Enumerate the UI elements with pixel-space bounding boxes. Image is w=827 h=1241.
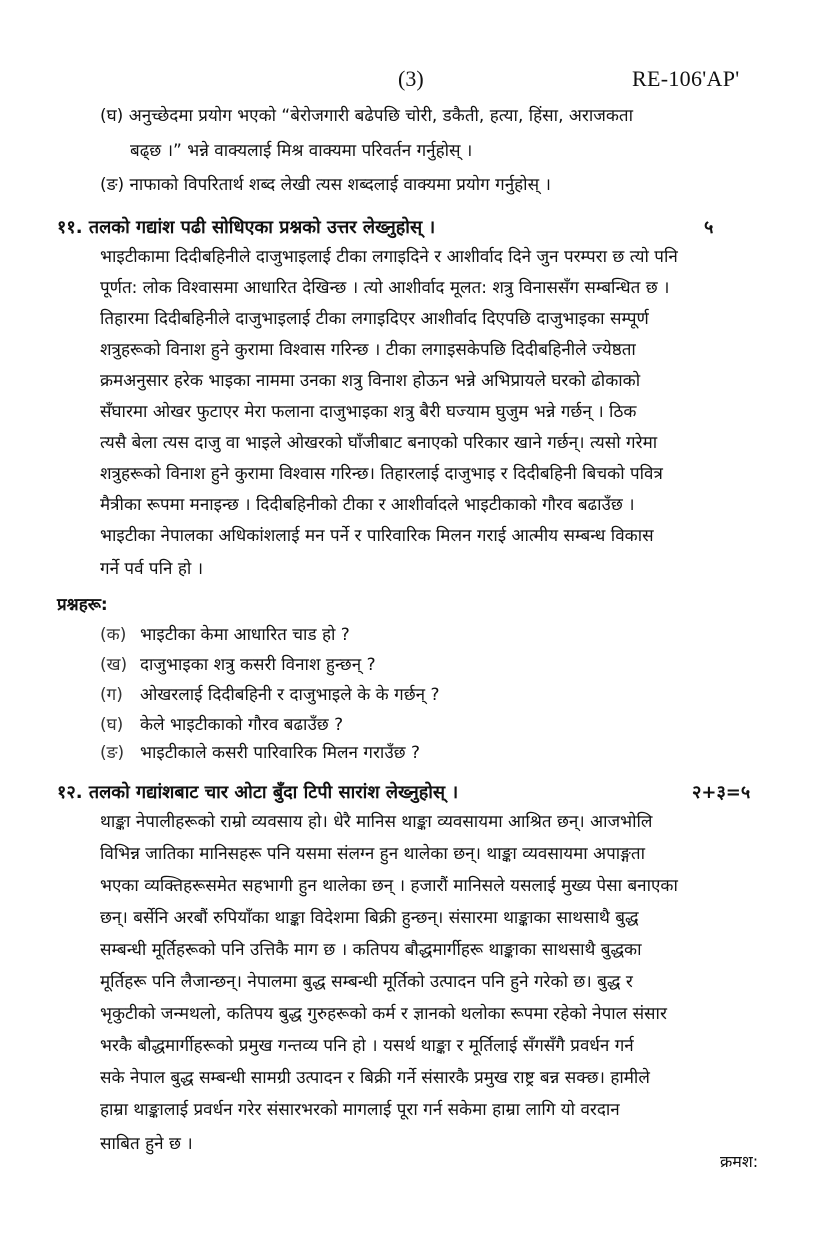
q12-passage-line: भएका व्यक्तिहरूसमेत सहभागी हुन थालेका छन् । हजारौं मानिसले यसलाई मुख्य पेसा बनाएका bbox=[100, 876, 678, 896]
q10-sub-gha-cont: बढ्छ ।” भन्ने वाक्यलाई मिश्र वाक्यमा परिवर्तन गर्नुहोस् । bbox=[130, 141, 473, 161]
q12-passage-line: भरकै बौद्धमार्गीहरूको प्रमुख गन्तव्य पनि हो । यसर्थ थाङ्का र मूर्तिलाई सँगसँगै प्रवर्धन गर्न bbox=[100, 1036, 634, 1056]
question-text: केले भाइटीकाको गौरव बढाउँछ ? bbox=[140, 715, 344, 735]
question-label: (घ) bbox=[100, 715, 124, 735]
q11-passage-line: गर्ने पर्व पनि हो । bbox=[100, 559, 204, 579]
q11-marks: ५ bbox=[704, 217, 714, 238]
q11-heading: ११. तलको गद्यांश पढी सोधिएका प्रश्नको उत्तर लेख्नुहोस् । bbox=[57, 217, 436, 238]
questions-label: प्रश्नहरू: bbox=[57, 595, 108, 615]
q11-passage-line: क्रमअनुसार हरेक भाइका नाममा उनका शत्रु विनाश होऊन भन्ने अभिप्रायले घरको ढोकाको bbox=[100, 371, 641, 391]
q10-sub-gha: (घ) अनुच्छेदमा प्रयोग भएको “बेरोजगारी बढेपछि चोरी, डकैती, हत्या, हिंसा, अराजकता bbox=[100, 106, 633, 126]
question-item bbox=[100, 740, 420, 763]
q12-passage-line: थाङ्का नेपालीहरूको राम्रो व्यवसाय हो। धेरै मानिस थाङ्का व्यवसायमा आश्रित छन्। आजभोलि bbox=[100, 812, 653, 832]
q10-sub-nga: (ङ) नाफाको विपरितार्थ शब्द लेखी त्यस शब्दलाई वाक्यमा प्रयोग गर्नुहोस् । bbox=[100, 175, 551, 195]
q11-passage-line: सँघारमा ओखर फुटाएर मेरा फलाना दाजुभाइका शत्रु बैरी घज्याम घुजुम भन्ने गर्छन् । ठिक bbox=[100, 402, 637, 422]
q11-passage-line: तिहारमा दिदीबहिनीले दाजुभाइलाई टीका लगाइदिएर आशीर्वाद दिएपछि दाजुभाइका सम्पूर्ण bbox=[100, 309, 649, 329]
question-text: ओखरलाई दिदीबहिनी र दाजुभाइले के के गर्छन् ? bbox=[140, 685, 440, 705]
page-number: (3) bbox=[398, 66, 424, 91]
q12-passage-line: हाम्रा थाङ्कालाई प्रवर्धन गरेर संसारभरको मागलाई पूरा गर्न सकेमा हाम्रा लागि यो वरदान bbox=[100, 1100, 620, 1120]
q12-passage-line: छन्। बर्सेनि अरबौं रुपियाँका थाङ्का विदेशमा बिक्री हुन्छन्। संसारमा थाङ्काका साथसाथै बुद्ध bbox=[100, 908, 639, 928]
question-item bbox=[100, 652, 376, 675]
q11-passage-line: मैत्रीका रूपमा मनाइन्छ । दिदीबहिनीको टीका र आशीर्वादले भाइटीकाको गौरव बढाउँछ । bbox=[100, 495, 635, 515]
question-text: दाजुभाइका शत्रु कसरी विनाश हुन्छन् ? bbox=[140, 655, 376, 675]
question-text: भाइटीकाले कसरी पारिवारिक मिलन गराउँछ ? bbox=[140, 743, 420, 763]
q12-passage-line: सके नेपाल बुद्ध सम्बन्धी सामग्री उत्पादन र बिक्री गर्ने संसारकै प्रमुख राष्ट्र बन्न सक्छ। हामीले bbox=[100, 1068, 650, 1088]
q12-passage-line: साबित हुने छ । bbox=[100, 1134, 193, 1154]
question-item bbox=[100, 712, 343, 735]
question-label: (ख) bbox=[100, 655, 128, 675]
q12-marks: २+३=५ bbox=[692, 782, 751, 803]
q11-passage-line: शत्रुहरूको विनाश हुने कुरामा विश्वास गरिन्छ । टीका लगाइसकेपछि दिदीबहिनीले ज्येष्ठता bbox=[100, 340, 636, 360]
q12-passage-line: सम्बन्धी मूर्तिहरूको पनि उत्तिकै माग छ । कतिपय बौद्धमार्गीहरू थाङ्काका साथसाथै बुद्धका bbox=[100, 940, 642, 960]
question-label: (ग) bbox=[100, 685, 123, 705]
question-item bbox=[100, 682, 439, 705]
q12-passage-line: विभिन्न जातिका मानिसहरू पनि यसमा संलग्न हुन थालेका छन्। थाङ्का व्यवसायमा अपाङ्गता bbox=[100, 844, 645, 864]
continued-label: क्रमश: bbox=[720, 1152, 759, 1171]
q12-passage-line: भृकुटीको जन्मथलो, कतिपय बुद्ध गुरुहरूको कर्म र ज्ञानको थलोका रूपमा रहेको नेपाल संसार bbox=[100, 1004, 667, 1024]
q11-passage-line: पूर्णत: लोक विश्वासमा आधारित देखिन्छ । त्यो आशीर्वाद मूलत: शत्रु विनाससँग सम्बन्धित छ । bbox=[100, 278, 670, 298]
q11-passage-line: शत्रुहरूको विनाश हुने कुरामा विश्वास गरिन्छ। तिहारलाई दाजुभाइ र दिदीबहिनी बिचको पवित्र bbox=[100, 464, 663, 484]
paper-code: RE-106'AP' bbox=[632, 66, 740, 91]
q11-passage-line: त्यसै बेला त्यस दाजु वा भाइले ओखरको घाँजीबाट बनाएको परिकार खाने गर्छन्। त्यसो गरेमा bbox=[100, 433, 658, 453]
q12-passage-line: मूर्तिहरू पनि लैजान्छन्। नेपालमा बुद्ध सम्बन्धी मूर्तिको उत्पादन पनि हुने गरेको छ। बुद्ध र bbox=[100, 972, 633, 992]
question-text: भाइटीका केमा आधारित चाड हो ? bbox=[140, 625, 350, 645]
q11-passage-line: भाइटीका नेपालका अधिकांशलाई मन पर्ने र पारिवारिक मिलन गराई आत्मीय सम्बन्ध विकास bbox=[100, 526, 654, 546]
q12-heading: १२. तलको गद्यांशबाट चार ओटा बुँदा टिपी सारांश लेख्नुहोस् । bbox=[57, 782, 459, 803]
q11-passage-line: भाइटीकामा दिदीबहिनीले दाजुभाइलाई टीका लगाइदिने र आशीर्वाद दिने जुन परम्परा छ त्यो पनि bbox=[100, 247, 678, 267]
question-label: (ङ) bbox=[100, 743, 125, 763]
question-item bbox=[100, 622, 350, 645]
question-label: (क) bbox=[100, 625, 127, 645]
